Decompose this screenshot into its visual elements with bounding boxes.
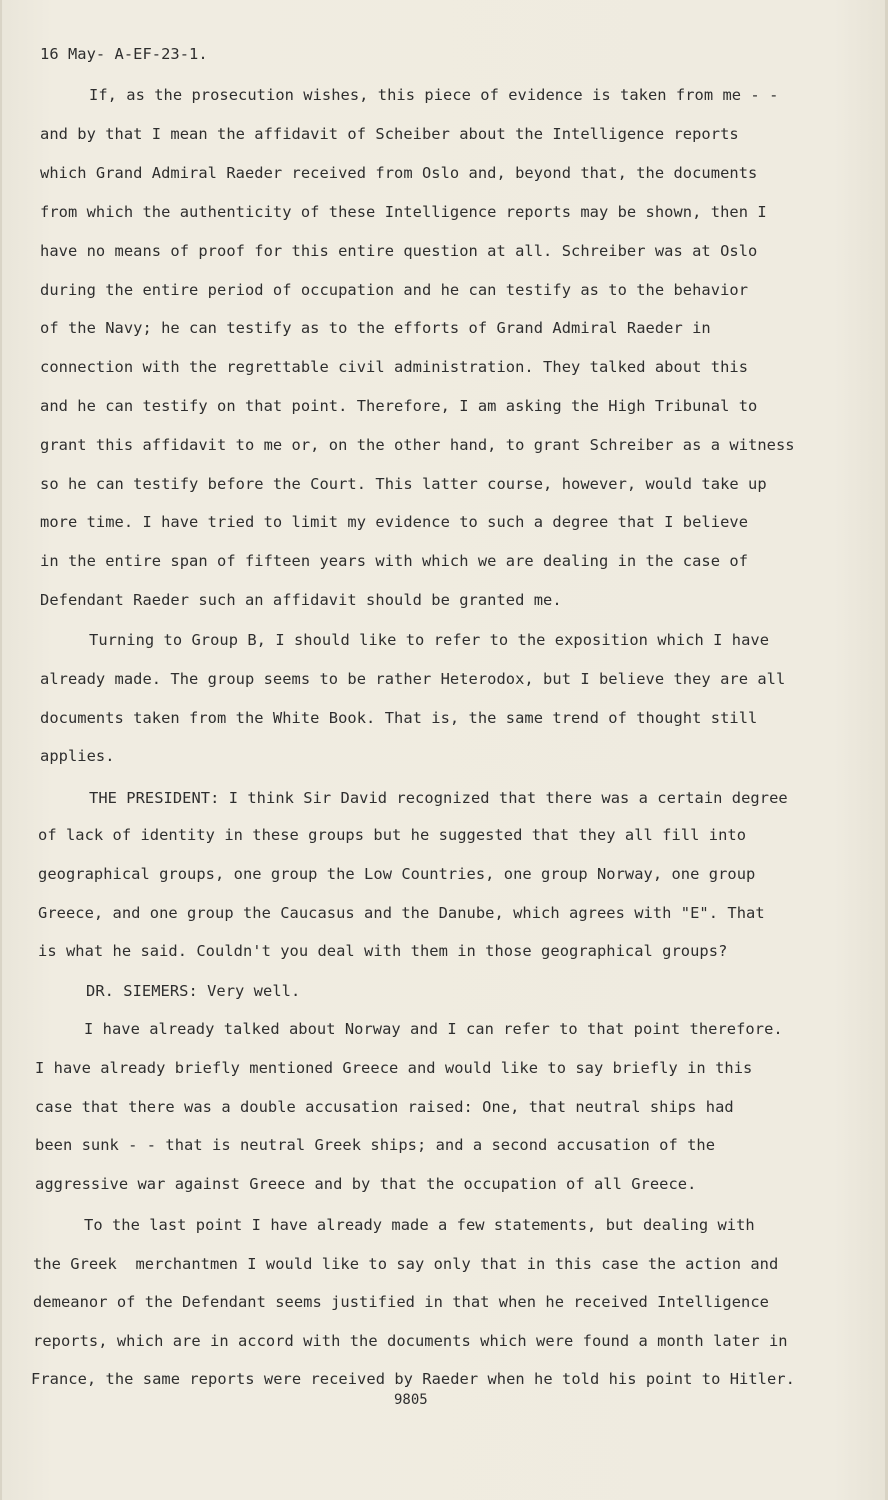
text-line: more time. I have tried to limit my evidence to such a degree that I believe: [40, 513, 749, 531]
text-line: during the entire period of occupation and he can testify as to the behavior: [40, 281, 749, 299]
page-header-ref: 16 May- A-EF-23-1.: [40, 45, 208, 63]
text-line: aggressive war against Greece and by that the occupation of all Greece.: [35, 1175, 697, 1193]
text-line: grant this affidavit to me or, on the other hand, to grant Schreiber as a witness: [40, 436, 795, 454]
text-line: Defendant Raeder such an affidavit should be granted me.: [40, 591, 562, 609]
text-line: of the Navy; he can testify as to the efforts of Grand Admiral Raeder in: [40, 319, 711, 337]
text-line: France, the same reports were received by Raeder when he told his point to Hitler.: [31, 1370, 795, 1388]
text-line: geographical groups, one group the Low Countries, one group Norway, one group: [38, 865, 756, 883]
page-number: 9805: [394, 1392, 428, 1408]
text-line: Turning to Group B, I should like to refer to the exposition which I have: [89, 631, 770, 649]
text-line: already made. The group seems to be rather Heterodox, but I believe they are all: [40, 670, 786, 688]
text-line: have no means of proof for this entire question at all. Schreiber was at Oslo: [40, 242, 758, 260]
text-line: THE PRESIDENT: I think Sir David recognized that there was a certain degree: [89, 789, 788, 807]
text-line: applies.: [40, 747, 115, 765]
text-line: demeanor of the Defendant seems justified in that when he received Intelligence: [33, 1293, 769, 1311]
text-line: and by that I mean the affidavit of Scheiber about the Intelligence reports: [40, 125, 739, 143]
text-line: is what he said. Couldn't you deal with them in those geographical groups?: [38, 942, 728, 960]
text-line: If, as the prosecution wishes, this piece of evidence is taken from me - -: [89, 86, 779, 104]
text-line: DR. SIEMERS: Very well.: [86, 982, 301, 1000]
text-line: been sunk - - that is neutral Greek ships; and a second accusation of the: [35, 1136, 716, 1154]
text-line: so he can testify before the Court. This latter course, however, would take up: [40, 475, 767, 493]
text-line: connection with the regrettable civil administration. They talked about this: [40, 358, 749, 376]
text-line: documents taken from the White Book. That is, the same trend of thought still: [40, 709, 758, 727]
text-line: from which the authenticity of these Intelligence reports may be shown, then I: [40, 203, 767, 221]
text-line: which Grand Admiral Raeder received from Oslo and, beyond that, the documents: [40, 164, 758, 182]
text-line: I have already briefly mentioned Greece and would like to say briefly in this: [35, 1059, 753, 1077]
text-line: I have already talked about Norway and I can refer to that point therefore.: [84, 1020, 783, 1038]
text-line: case that there was a double accusation raised: One, that neutral ships had: [35, 1098, 734, 1116]
text-line: of lack of identity in these groups but he suggested that they all fill into: [38, 826, 747, 844]
text-line: and he can testify on that point. Therefore, I am asking the High Tribunal to: [40, 397, 758, 415]
text-line: in the entire span of fifteen years with which we are dealing in the case of: [40, 552, 749, 570]
text-line: Greece, and one group the Caucasus and the Danube, which agrees with "E". That: [38, 904, 765, 922]
text-line: To the last point I have already made a few statements, but dealing with: [84, 1216, 755, 1234]
page-edge-left: [0, 0, 2, 1500]
text-line: reports, which are in accord with the documents which were found a month later in: [33, 1332, 788, 1350]
text-line: the Greek merchantmen I would like to say only that in this case the action and: [33, 1255, 779, 1273]
